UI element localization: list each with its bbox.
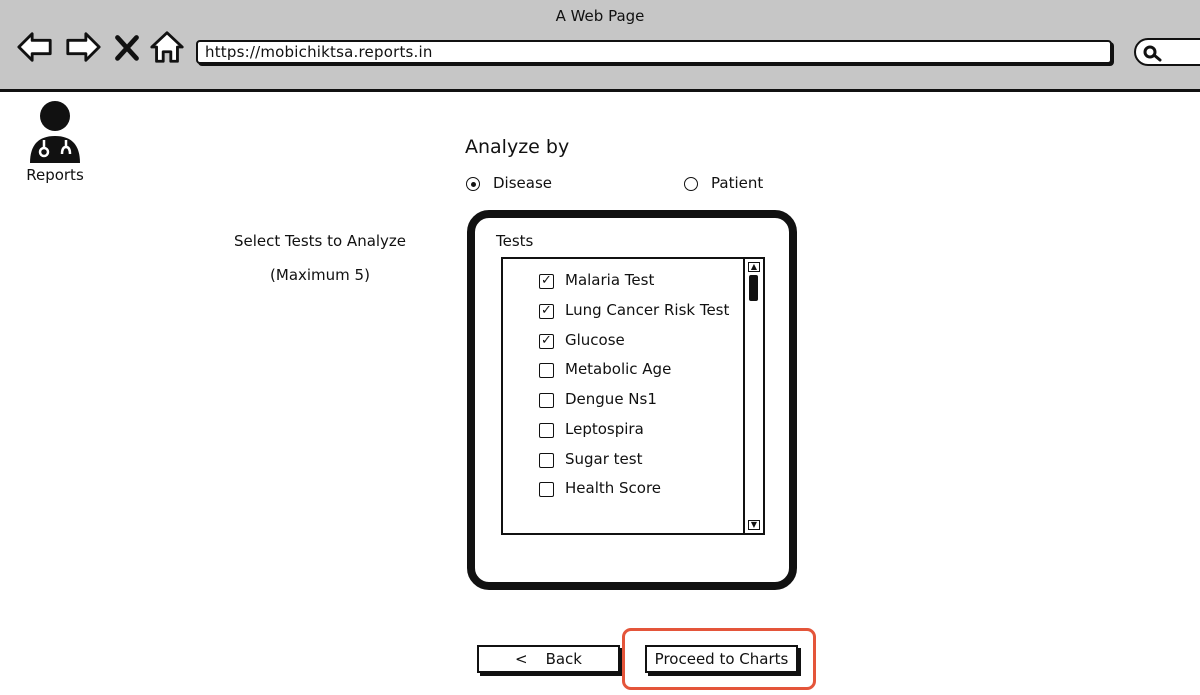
test-label: Dengue Ns1 bbox=[565, 390, 657, 408]
checkmark-icon: ✓ bbox=[541, 303, 552, 318]
select-tests-label: Select Tests to Analyze bbox=[233, 232, 407, 250]
scroll-down-icon[interactable]: ▼ bbox=[748, 520, 760, 530]
back-chevron-icon: < bbox=[515, 650, 528, 668]
highlight-outline bbox=[622, 628, 816, 690]
test-label: Glucose bbox=[565, 331, 625, 349]
window-title: A Web Page bbox=[555, 7, 645, 25]
url-text: https://mobichiktsa.reports.in bbox=[205, 43, 433, 61]
forward-arrow-icon[interactable] bbox=[64, 28, 102, 66]
checkbox[interactable] bbox=[539, 453, 554, 468]
browser-toolbar bbox=[0, 0, 1200, 92]
radio-circle bbox=[684, 177, 698, 191]
logo-label: Reports bbox=[26, 166, 84, 184]
radio-disease[interactable] bbox=[466, 174, 566, 196]
analyze-heading: Analyze by bbox=[465, 136, 570, 158]
checkbox[interactable] bbox=[539, 393, 554, 408]
home-icon[interactable] bbox=[148, 28, 186, 66]
test-label: Sugar test bbox=[565, 450, 643, 468]
radio-patient[interactable] bbox=[684, 174, 774, 196]
back-button[interactable] bbox=[477, 645, 620, 673]
test-label: Health Score bbox=[565, 479, 662, 497]
doctor-icon bbox=[26, 100, 84, 164]
test-label: Metabolic Age bbox=[565, 360, 672, 378]
tests-listbox[interactable] bbox=[501, 257, 765, 535]
reports-logo[interactable] bbox=[20, 100, 90, 184]
radio-circle bbox=[466, 177, 480, 191]
checkbox[interactable] bbox=[539, 363, 554, 378]
list-scrollbar[interactable] bbox=[743, 259, 763, 533]
checkbox[interactable] bbox=[539, 304, 554, 319]
checkbox[interactable] bbox=[539, 274, 554, 289]
address-bar[interactable] bbox=[196, 40, 1112, 64]
test-label: Leptospira bbox=[565, 420, 644, 438]
search-box[interactable] bbox=[1134, 38, 1200, 66]
checkbox[interactable] bbox=[539, 334, 554, 349]
checkbox[interactable] bbox=[539, 482, 554, 497]
scroll-thumb[interactable] bbox=[749, 275, 758, 301]
tests-panel-title: Tests bbox=[496, 232, 534, 250]
checkbox[interactable] bbox=[539, 423, 554, 438]
radio-selected-dot bbox=[471, 182, 476, 187]
checkmark-icon: ✓ bbox=[541, 273, 552, 288]
max-tests-note: (Maximum 5) bbox=[270, 266, 370, 284]
scroll-up-icon[interactable]: ▲ bbox=[748, 262, 760, 272]
back-arrow-icon[interactable] bbox=[16, 28, 54, 66]
checkmark-icon: ✓ bbox=[541, 333, 552, 348]
proceed-button-label: Proceed to Charts bbox=[654, 650, 789, 668]
close-icon[interactable] bbox=[112, 28, 142, 66]
search-icon bbox=[1142, 44, 1162, 62]
radio-label: Disease bbox=[493, 174, 552, 192]
radio-label: Patient bbox=[711, 174, 764, 192]
test-label: Malaria Test bbox=[565, 271, 655, 289]
back-button-label: Back bbox=[545, 650, 582, 668]
test-label: Lung Cancer Risk Test bbox=[565, 301, 730, 319]
